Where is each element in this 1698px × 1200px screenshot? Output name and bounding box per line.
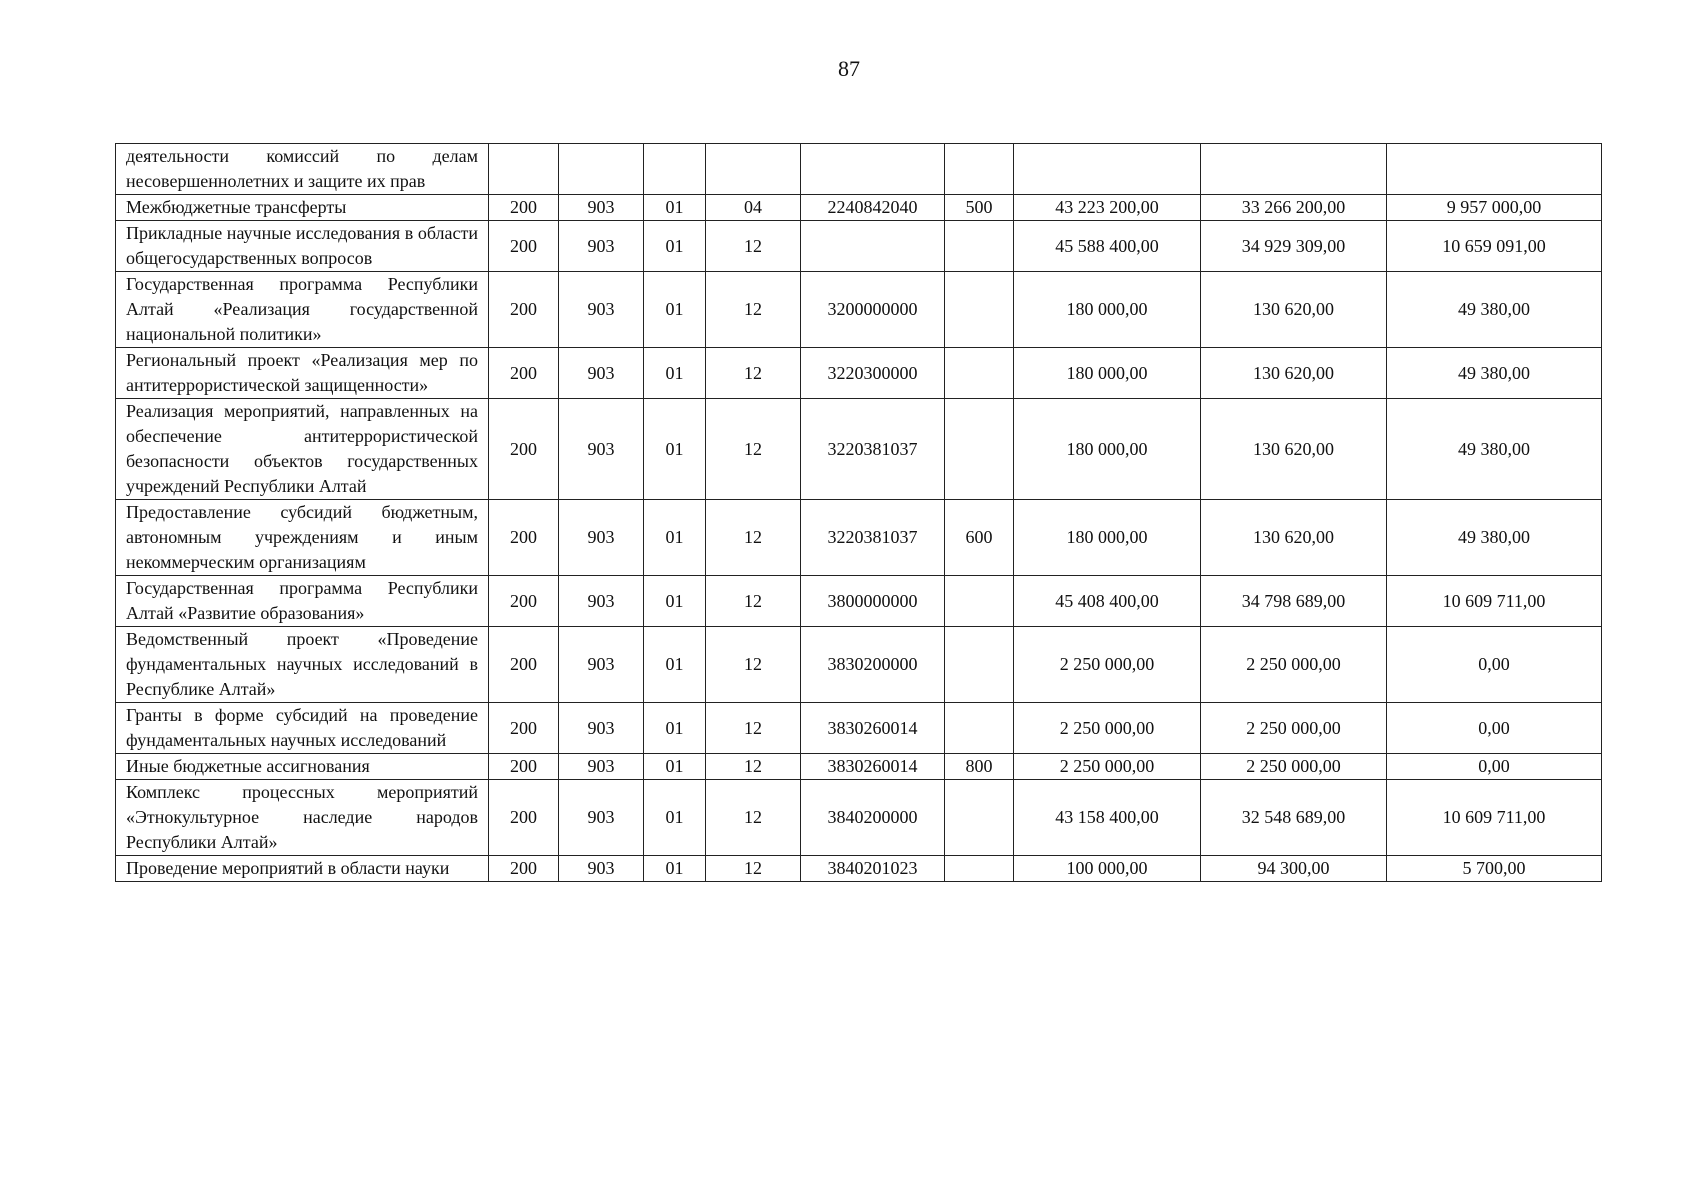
cell-amount-federal: 94 300,00 xyxy=(1201,856,1387,882)
cell-expense-type-code xyxy=(945,144,1014,195)
cell-section-code: 01 xyxy=(644,627,706,703)
cell-target-article-code: 3220381037 xyxy=(801,399,945,500)
cell-target-article-code: 2240842040 xyxy=(801,195,945,221)
cell-name: Ведомственный проект «Проведение фундаментальных научных исследований в Республике Алтай» xyxy=(116,627,489,703)
cell-target-article-code: 3840201023 xyxy=(801,856,945,882)
cell-amount-regional: 5 700,00 xyxy=(1387,856,1602,882)
cell-subsection-code xyxy=(706,144,801,195)
budget-table xyxy=(115,143,1602,882)
cell-target-article-code xyxy=(801,221,945,272)
cell-amount-regional: 49 380,00 xyxy=(1387,348,1602,399)
cell-amount-federal: 2 250 000,00 xyxy=(1201,754,1387,780)
cell-amount-federal: 33 266 200,00 xyxy=(1201,195,1387,221)
cell-department-code: 903 xyxy=(559,856,644,882)
cell-admin-code: 200 xyxy=(489,272,559,348)
cell-amount-regional xyxy=(1387,144,1602,195)
cell-expense-type-code xyxy=(945,856,1014,882)
table-row xyxy=(116,500,1602,576)
table-row xyxy=(116,272,1602,348)
cell-expense-type-code: 600 xyxy=(945,500,1014,576)
cell-target-article-code: 3220300000 xyxy=(801,348,945,399)
cell-subsection-code: 12 xyxy=(706,627,801,703)
cell-amount-regional: 10 659 091,00 xyxy=(1387,221,1602,272)
table-row xyxy=(116,703,1602,754)
cell-name: Прикладные научные исследования в области общегосударственных вопросов xyxy=(116,221,489,272)
cell-target-article-code: 3200000000 xyxy=(801,272,945,348)
table-row xyxy=(116,399,1602,500)
cell-subsection-code: 12 xyxy=(706,399,801,500)
cell-amount-total: 180 000,00 xyxy=(1014,399,1201,500)
cell-expense-type-code xyxy=(945,576,1014,627)
cell-amount-federal: 2 250 000,00 xyxy=(1201,627,1387,703)
table-row xyxy=(116,221,1602,272)
cell-department-code: 903 xyxy=(559,195,644,221)
cell-expense-type-code xyxy=(945,348,1014,399)
cell-amount-federal: 34 798 689,00 xyxy=(1201,576,1387,627)
cell-subsection-code: 12 xyxy=(706,780,801,856)
cell-subsection-code: 12 xyxy=(706,856,801,882)
cell-amount-regional: 0,00 xyxy=(1387,627,1602,703)
cell-name: Региональный проект «Реализация мер по антитеррористической защищенности» xyxy=(116,348,489,399)
table-row xyxy=(116,856,1602,882)
cell-name: Предоставление субсидий бюджетным, автономным учреждениям и иным некоммерческим организациям xyxy=(116,500,489,576)
cell-target-article-code: 3830260014 xyxy=(801,754,945,780)
cell-amount-regional: 49 380,00 xyxy=(1387,272,1602,348)
cell-subsection-code: 12 xyxy=(706,348,801,399)
cell-section-code: 01 xyxy=(644,500,706,576)
table-row xyxy=(116,754,1602,780)
table-row xyxy=(116,348,1602,399)
cell-amount-total: 2 250 000,00 xyxy=(1014,703,1201,754)
cell-amount-federal: 34 929 309,00 xyxy=(1201,221,1387,272)
cell-expense-type-code: 800 xyxy=(945,754,1014,780)
cell-subsection-code: 12 xyxy=(706,576,801,627)
cell-admin-code: 200 xyxy=(489,627,559,703)
cell-name: Государственная программа Республики Алтай «Реализация государственной национальной политики» xyxy=(116,272,489,348)
cell-admin-code: 200 xyxy=(489,348,559,399)
cell-name: деятельности комиссий по делам несовершеннолетних и защите их прав xyxy=(116,144,489,195)
cell-name: Гранты в форме субсидий на проведение фундаментальных научных исследований xyxy=(116,703,489,754)
table-row xyxy=(116,576,1602,627)
table-row xyxy=(116,780,1602,856)
cell-section-code: 01 xyxy=(644,703,706,754)
cell-subsection-code: 12 xyxy=(706,221,801,272)
table-row xyxy=(116,195,1602,221)
cell-department-code: 903 xyxy=(559,627,644,703)
cell-section-code: 01 xyxy=(644,272,706,348)
cell-department-code: 903 xyxy=(559,780,644,856)
cell-expense-type-code xyxy=(945,399,1014,500)
cell-expense-type-code xyxy=(945,703,1014,754)
table-body xyxy=(116,144,1602,882)
cell-target-article-code: 3830200000 xyxy=(801,627,945,703)
cell-subsection-code: 12 xyxy=(706,754,801,780)
cell-amount-federal: 130 620,00 xyxy=(1201,272,1387,348)
cell-target-article-code: 3220381037 xyxy=(801,500,945,576)
cell-section-code: 01 xyxy=(644,348,706,399)
cell-amount-total: 2 250 000,00 xyxy=(1014,754,1201,780)
cell-expense-type-code xyxy=(945,780,1014,856)
cell-department-code: 903 xyxy=(559,399,644,500)
cell-admin-code: 200 xyxy=(489,576,559,627)
cell-name: Государственная программа Республики Алтай «Развитие образования» xyxy=(116,576,489,627)
cell-section-code: 01 xyxy=(644,856,706,882)
cell-amount-federal: 130 620,00 xyxy=(1201,399,1387,500)
cell-amount-regional: 49 380,00 xyxy=(1387,500,1602,576)
cell-name: Иные бюджетные ассигнования xyxy=(116,754,489,780)
cell-target-article-code xyxy=(801,144,945,195)
table-row xyxy=(116,627,1602,703)
cell-admin-code xyxy=(489,144,559,195)
cell-admin-code: 200 xyxy=(489,856,559,882)
cell-target-article-code: 3800000000 xyxy=(801,576,945,627)
cell-admin-code: 200 xyxy=(489,221,559,272)
cell-expense-type-code xyxy=(945,272,1014,348)
cell-name: Межбюджетные трансферты xyxy=(116,195,489,221)
cell-amount-regional: 0,00 xyxy=(1387,754,1602,780)
cell-target-article-code: 3830260014 xyxy=(801,703,945,754)
cell-name: Реализация мероприятий, направленных на обеспечение антитеррористической безопасности объектов государственных учреждений Республики Алтай xyxy=(116,399,489,500)
cell-section-code: 01 xyxy=(644,754,706,780)
cell-amount-regional: 10 609 711,00 xyxy=(1387,576,1602,627)
cell-admin-code: 200 xyxy=(489,399,559,500)
cell-section-code: 01 xyxy=(644,399,706,500)
table-row xyxy=(116,144,1602,195)
cell-subsection-code: 12 xyxy=(706,703,801,754)
cell-amount-total: 180 000,00 xyxy=(1014,348,1201,399)
cell-department-code: 903 xyxy=(559,703,644,754)
cell-department-code: 903 xyxy=(559,221,644,272)
cell-admin-code: 200 xyxy=(489,195,559,221)
cell-amount-federal: 2 250 000,00 xyxy=(1201,703,1387,754)
cell-admin-code: 200 xyxy=(489,500,559,576)
cell-department-code: 903 xyxy=(559,576,644,627)
cell-section-code: 01 xyxy=(644,780,706,856)
cell-amount-regional: 9 957 000,00 xyxy=(1387,195,1602,221)
cell-amount-federal: 130 620,00 xyxy=(1201,348,1387,399)
cell-section-code: 01 xyxy=(644,195,706,221)
cell-subsection-code: 04 xyxy=(706,195,801,221)
cell-name: Комплекс процессных мероприятий «Этнокультурное наследие народов Республики Алтай» xyxy=(116,780,489,856)
cell-admin-code: 200 xyxy=(489,703,559,754)
cell-amount-total: 45 588 400,00 xyxy=(1014,221,1201,272)
cell-section-code: 01 xyxy=(644,221,706,272)
cell-department-code: 903 xyxy=(559,272,644,348)
cell-amount-total xyxy=(1014,144,1201,195)
cell-amount-federal xyxy=(1201,144,1387,195)
cell-amount-total: 45 408 400,00 xyxy=(1014,576,1201,627)
cell-department-code: 903 xyxy=(559,348,644,399)
cell-section-code: 01 xyxy=(644,576,706,627)
cell-amount-regional: 10 609 711,00 xyxy=(1387,780,1602,856)
cell-admin-code: 200 xyxy=(489,780,559,856)
cell-department-code: 903 xyxy=(559,754,644,780)
cell-amount-total: 100 000,00 xyxy=(1014,856,1201,882)
cell-amount-regional: 0,00 xyxy=(1387,703,1602,754)
cell-department-code: 903 xyxy=(559,500,644,576)
cell-subsection-code: 12 xyxy=(706,272,801,348)
cell-admin-code: 200 xyxy=(489,754,559,780)
cell-amount-federal: 130 620,00 xyxy=(1201,500,1387,576)
cell-amount-total: 180 000,00 xyxy=(1014,272,1201,348)
cell-target-article-code: 3840200000 xyxy=(801,780,945,856)
cell-section-code xyxy=(644,144,706,195)
cell-expense-type-code: 500 xyxy=(945,195,1014,221)
cell-expense-type-code xyxy=(945,627,1014,703)
page-number: 87 xyxy=(838,56,860,81)
cell-expense-type-code xyxy=(945,221,1014,272)
cell-amount-total: 43 223 200,00 xyxy=(1014,195,1201,221)
cell-name: Проведение мероприятий в области науки xyxy=(116,856,489,882)
cell-amount-federal: 32 548 689,00 xyxy=(1201,780,1387,856)
cell-amount-total: 180 000,00 xyxy=(1014,500,1201,576)
cell-amount-total: 43 158 400,00 xyxy=(1014,780,1201,856)
cell-amount-regional: 49 380,00 xyxy=(1387,399,1602,500)
cell-amount-total: 2 250 000,00 xyxy=(1014,627,1201,703)
cell-department-code xyxy=(559,144,644,195)
cell-subsection-code: 12 xyxy=(706,500,801,576)
